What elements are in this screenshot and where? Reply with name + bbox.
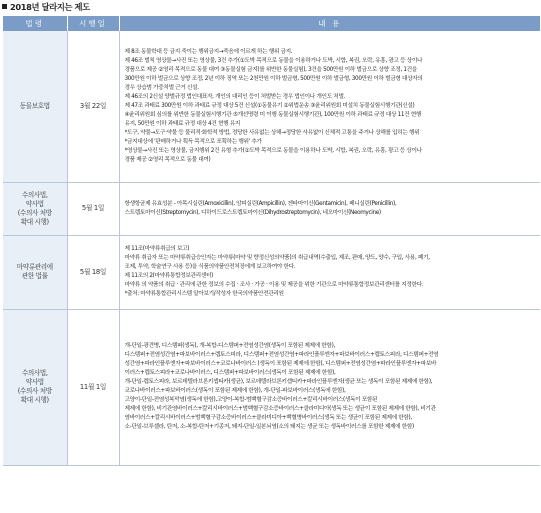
page-title-text: 2018년 달라지는 제도 [10,2,90,12]
content-line: 제제에 한함), 비기관염바이러스+칼리시바이러스+범백혈구감소증바이러스+클라미디아(생독 또는 생균이 포함된 제제에 한함), 비기관 [124,406,436,412]
law-name-line: 수의사법, [21,369,48,377]
content-line: 마약류 의 약품의 취급 · 관리에 관한 정보의 수집 · 조사 · 가공 · 이용 및 제공을 위한 기관으로 마약류통합정보관리센터를 지정한다. [124,282,424,288]
content-line: 스트렙토마이신(Streptomycin), 디하이드로스트렙토마이신(Dihydrostreptomycin), 네오마이신(Neomycine) [124,209,381,216]
content-line: 개-단일-광견병, 디스템퍼(생독), 개-복합-디스템퍼+전염성간염(생독이 포함된 제제에 한함), [124,343,335,349]
effective-date-cell: 5월 1일 [67,182,119,235]
content-line: 제 47조 과태료 300만원 이하 과태료 규정 대상 5건 신설(①동물유기 ②위법운송 ③윤리위원회 미설치 동물실험시행기관(신설) [124,102,415,109]
content-cell [119,182,540,235]
content-cell [119,31,540,182]
content-line: 코로나바이러스+파보바이러스(생독이 포함된 제제에 한함), 개-단일-파보바이러스(생독에 한함), [124,388,346,394]
content-line: 경품 제공 ②영리 목적으로 동물 대여) [124,156,211,163]
page-title [2,1,90,13]
law-name-line: 관한 법률 [21,272,48,280]
content-line: 항생항균제 유효성분 - 아목시실린(Amoxicillin), 암피실린(Ampicillin), 겐타마이신(Gentamicin), 페니실린(Penicillin), [124,200,397,207]
effective-date-cell: 5월 18일 [67,235,119,309]
table-row [3,182,540,235]
column-header-date: 시행일 [67,16,119,31]
content-line: 제 11조의 2(마약류통합정보관리센터) [124,273,213,279]
content-line: 제 46조의 2신설 양벌규정 법인대표자, 개인의 대리인 등이 처벌받는 경우 법인이나 개인도 처벌. [124,93,346,100]
content-line: *도구, 약물→도구·약물 등 물리적·화학적 방법, 정당한 사유없는 상해→정당한 사유없이 신체적 고통을 주거나 상해를 입히는 행위 [124,129,420,136]
content-line: *영상물→사진 또는 영상물, 금지행위 2건 유형 추가(①도박 목적으로 동물을 이용하나 도박, 시합, 복권, 오락, 유흥, 광고 등 상이나 [124,147,422,154]
content-cell [119,235,540,309]
content-cell [119,309,540,465]
law-name-line: 동물보호법 [19,101,50,110]
content-line: 경우 상습범 가중처벌 근거 신설. [124,84,199,91]
content-line: 디스템퍼+전염성간염+파보바이러스+렙토스피라, 디스템퍼+전염성간염+파라인플루엔자+파보바이러스+렙토스피라, 디스템퍼+전염 [124,352,439,358]
law-cell [3,235,67,309]
table-row [3,31,540,182]
content-line: 고양이-단일-전염성복막염(생독에 한함),고양이-복합-범백혈구감소증바이러스+칼리시바이러스(생독이 포함된 [124,397,378,403]
content-line: 염바이러스+칼리시바이러스+범백혈구감소증바이러스+클라미디아+백혈병바이러스(생독 또는 생균이 포함된 제제에 한함), [124,415,412,421]
law-cell [3,309,67,465]
law-name-line: (수의사 처방 [17,387,52,395]
content-line: 조제, 투약, 학술연구 사용 등)을 식품의약품안전처장에게 보고하여야 한다. [124,264,296,270]
regulation-table [3,16,540,466]
table-body [3,31,540,465]
content-line: 제 46조 벌칙 영상물→사진 또는 영상물, 3건 추가(①도박 목적으로 동물을 이용하거나 도박, 시합, 복권, 오락, 유흥, 광고 등 상이나 [124,57,423,64]
bullet-square-icon [2,4,7,9]
law-name-line: (수의사 처방 [17,208,52,217]
law-name-line: 수의사법, [21,190,48,199]
law-name-line: 마약류관리에 [16,263,53,271]
content-line: 마약류 취급자 또는 마약류취급승인자는 마약류(마약 및 향정신성의약품)의 취급내역(수출입, 제조, 판매, 양도, 양수, 구입, 사용, 폐기, [124,255,430,261]
content-line: ④윤리위원회 심의를 위반한 동물실험시행기관 ⑤개선명령 미 이행 동물실험시행기관), 100만원 이하 과태료 규정 대상 11건 현행 [124,111,421,118]
content-line: 이러스+렙토스피라+코로나바이러스, 디스템퍼+파보바이러스(생독이 포함된 제제에 한함), [124,370,336,376]
content-line: 경품으로 제공 ②영리 목적으로 동물 대여 ③동물실험 금지(를 위반한 동물실험), 3건을 500만원 이하 벌금으로 상향 조정, 1건을 [124,66,417,73]
law-name-line: 확대 시행) [20,396,49,404]
law-name-line: 확대 시행) [20,217,49,226]
law-cell [3,182,67,235]
table-row [3,309,540,465]
table-row [3,235,540,309]
law-name-line: 약사법 [25,199,44,208]
content-line: 제 11조(마약류취급의 보고) [124,246,190,252]
content-line: 소-단일-브루셀라, 탄저, 소-복합-탄저+기종저, 돼지-단일-일본뇌염(소의 돼지는 생균 또는 생독바이러스를 포함한 제제에 한함) [124,424,414,430]
column-header-content: 내 용 [119,16,540,31]
effective-date-cell: 11월 1일 [67,309,119,465]
law-name-line: 약사법 [25,378,44,386]
content-line: 제 8조 동물학대 등 금지 죽이는 행위금지→죽음에 이르게 하는 행위 금지. [124,48,293,55]
law-cell [3,31,67,182]
column-header-law: 법령 [3,16,67,31]
content-line: 성간염+파라인플루엔자+파보바이러스+코로나바이러스 (생독이 포함된 제제에 한함), 디스템퍼+전염성간염+파라인플루엔자+파보바 [124,361,437,367]
content-line: 300만원 이하 벌금으로 상향 조정, 2년 이하 징역 또는 2천만원 이하 벌금형, 500만원 이하 벌금형, 300만원 이하 벌금형 대상자의 [124,75,423,82]
content-line: 유지, 50만원 이하 과태료 규정 대상 4건 현행 유지 [124,120,241,127]
content-line: *출처: 마약류통합관리시스템 알아보기/작성자 한국의약품안전관리원 [124,291,284,297]
content-line: *금지대상에 '판매하거나 획득 목적으로 포획하는 행위' 추가 [124,138,262,145]
table-header-row [3,16,540,31]
effective-date-cell: 3월 22일 [67,31,119,182]
content-line: 개-단일-렙토스피라, 보르데텔라브론키셉티카(생균), 보르데텔라브론키셉티카+파라인플루엔자(생균 또는 생독이 포함된 제제에 한함), [124,379,433,385]
